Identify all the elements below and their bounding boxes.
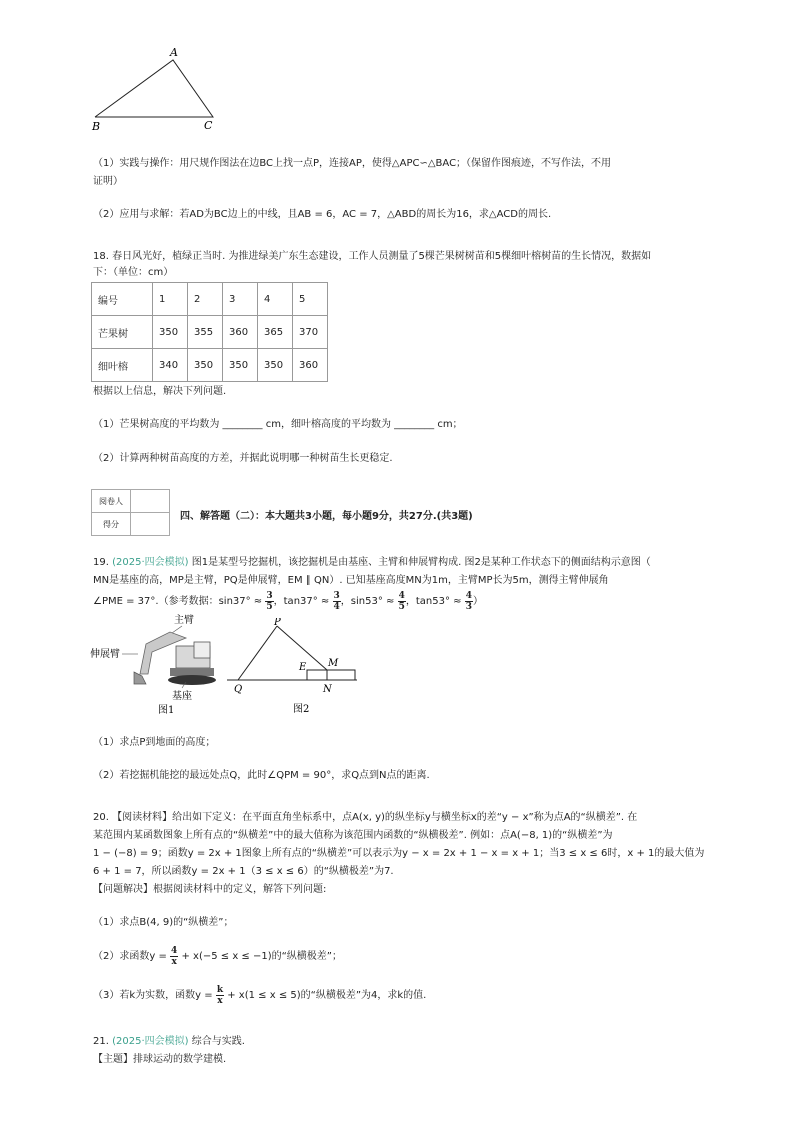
fraction-3-4: $\frac{3}{4}$ [333, 590, 340, 612]
q19-stem-line1 [93, 556, 651, 570]
table-cell: 360 [293, 349, 328, 382]
table-cell: 350 [188, 349, 223, 382]
q20-part2: （2）求函数y = $\frac{4}{x}$ + x(−5 ≤ x ≤ −1)的“纵横极差”； [93, 945, 342, 967]
table-cell: 370 [293, 316, 328, 349]
q18-after-table: 根据以上信息，解决下列问题. [93, 386, 227, 397]
q21-theme: 【主题】排球运动的数学建模. [93, 1054, 227, 1065]
table-cell: 细叶榕 [92, 349, 153, 382]
q19-part1: （1）求点P到地面的高度； [93, 737, 216, 748]
main-arm-label: 主臂 [174, 615, 194, 626]
point-q-label: Q [234, 684, 243, 695]
point-p-label: P [274, 618, 281, 628]
q20-line1: 20. 【阅读材料】给出如下定义：在平面直角坐标系中，点A(x, y)的纵坐标y与横坐标x的差“y − x”称为点A的“纵横差”. 在 [93, 812, 638, 823]
table-row [92, 316, 328, 349]
triangle-abc-figure [85, 45, 225, 135]
fraction-3-5: $\frac{3}{5}$ [266, 590, 273, 612]
q20-line5: 【问题解决】根据阅读材料中的定义，解答下列问题: [93, 884, 327, 895]
q18-part1: （1）芒果树高度的平均数为 ________ cm，细叶榕高度的平均数为 ________ cm； [93, 419, 463, 430]
q20-line4: 6 + 1 = 7，所以函数y = 2x + 1（3 ≤ x ≤ 6）的“纵横极差”为7. [93, 866, 394, 877]
q19-source-tag[interactable]: (2025·四会模拟) [112, 557, 189, 568]
fraction-k-over-x: $\frac{k}{x}$ [216, 984, 224, 1006]
q19-stem-line3: ∠PME = 37°.（参考数据：sin37° ≈ $\frac{3}{5}$ ，tan37° ≈ $\frac{3}{4}$ ，sin53° ≈ $\frac{4}{5}$ ，tan53° ≈ $\frac{4}{3}$ ） [93, 590, 483, 612]
q17-part2: （2）应用与求解：若AD为BC边上的中线，且AB = 6，AC = 7，△ABD的周长为16，求△ACD的周长. [93, 209, 552, 220]
q17-part1: （1）实践与操作：用尺规作图法在边BC上找一点P，连接AP，使得△APC∽△BAC；（保留作图痕迹，不写作法，不用 [93, 158, 612, 169]
arm-pq [238, 626, 277, 680]
score-box [91, 489, 170, 536]
q19-stem-line2: MN是基座的高，MP是主臂，PQ是伸展臂，EM ∥ QN）. 已知基座高度MN为1m，主臂MP长为5m，测得主臂伸展角 [93, 575, 609, 586]
fraction-4-over-x: $\frac{4}{x}$ [171, 945, 178, 967]
growth-data-table [91, 282, 328, 382]
q21-line1 [93, 1035, 245, 1049]
score-label-grader: 阅卷人 [92, 490, 131, 513]
q18-stem-line2: 下：（单位：cm） [93, 267, 174, 278]
table-cell: 3 [223, 283, 258, 316]
figure2-caption: 图2 [293, 704, 310, 715]
q21-title: 综合与实践. [191, 1036, 245, 1047]
q19-text: 图1是某型号挖掘机，该挖掘机是由基座、主臂和伸展臂构成. 图2是某种工作状态下的侧面结构示意图（ [191, 557, 651, 568]
table-cell: 4 [258, 283, 293, 316]
point-m-label: M [328, 658, 339, 669]
vertex-a-label: A [170, 46, 178, 59]
structure-diagram [225, 618, 365, 718]
table-cell: 350 [223, 349, 258, 382]
q19-number: 19. [93, 557, 109, 568]
vertex-b-label: B [92, 120, 101, 133]
table-cell: 360 [223, 316, 258, 349]
table-row [92, 349, 328, 382]
q17-part1-cont: 证明） [93, 176, 123, 187]
point-e-label: E [299, 662, 307, 673]
q20-part3: （3）若k为实数，函数y = $\frac{k}{x}$ + x(1 ≤ x ≤ 5)的“纵横极差”为4，求k的值. [93, 984, 427, 1006]
table-cell: 340 [153, 349, 188, 382]
q20-line2: 某范围内某函数图象上所有点的“纵横差”中的最大值称为该范围内函数的“纵横极差”. 例如：点A(−8, 1)的“纵横差”为 [93, 830, 613, 841]
table-cell: 350 [258, 349, 293, 382]
q19-part2: （2）若挖掘机能挖的最远处点Q，此时∠QPM = 90°，求Q点到N点的距离. [93, 770, 430, 781]
q20-line3: 1 − (−8) = 9；函数y = 2x + 1图象上所有点的“纵横差”可以表示为y − x = 2x + 1 − x = x + 1；当3 ≤ x ≤ 6时，x + 1的最大值为 [93, 848, 705, 859]
triangle-outline [95, 60, 213, 117]
table-cell: 编号 [92, 283, 153, 316]
excavator-icon [134, 632, 216, 685]
table-cell: 2 [188, 283, 223, 316]
q18-stem-line1: 18. 春日风光好，植绿正当时. 为推进绿美广东生态建设，工作人员测量了5棵芒果树树苗和5棵细叶榕树苗的生长情况，数据如 [93, 251, 652, 262]
fraction-4-3: $\frac{4}{3}$ [465, 590, 472, 612]
figure1-caption: 图1 [158, 705, 175, 716]
table-cell: 355 [188, 316, 223, 349]
ext-arm-label: 伸展臂 [90, 649, 120, 660]
q21-source-tag[interactable]: (2025·四会模拟) [112, 1036, 189, 1047]
table-cell: 芒果树 [92, 316, 153, 349]
table-cell: 5 [293, 283, 328, 316]
base-label: 基座 [172, 691, 192, 702]
score-label-score: 得分 [92, 513, 131, 536]
table-cell: 1 [153, 283, 188, 316]
q18-part2: （2）计算两种树苗高度的方差，并据此说明哪一种树苗生长更稳定. [93, 453, 393, 464]
table-header-row [92, 283, 328, 316]
base-rect [307, 670, 355, 680]
excavator-figure [90, 612, 220, 720]
section-title: 四、解答题（二）：本大题共3小题，每小题9分，共27分.(共3题) [180, 511, 473, 522]
vertex-c-label: C [204, 119, 213, 132]
table-cell: 365 [258, 316, 293, 349]
point-n-label: N [323, 684, 332, 695]
q20-part1: （1）求点B(4, 9)的“纵横差”； [93, 917, 234, 928]
q21-number: 21. [93, 1036, 109, 1047]
table-cell: 350 [153, 316, 188, 349]
fraction-4-5: $\frac{4}{5}$ [398, 590, 405, 612]
